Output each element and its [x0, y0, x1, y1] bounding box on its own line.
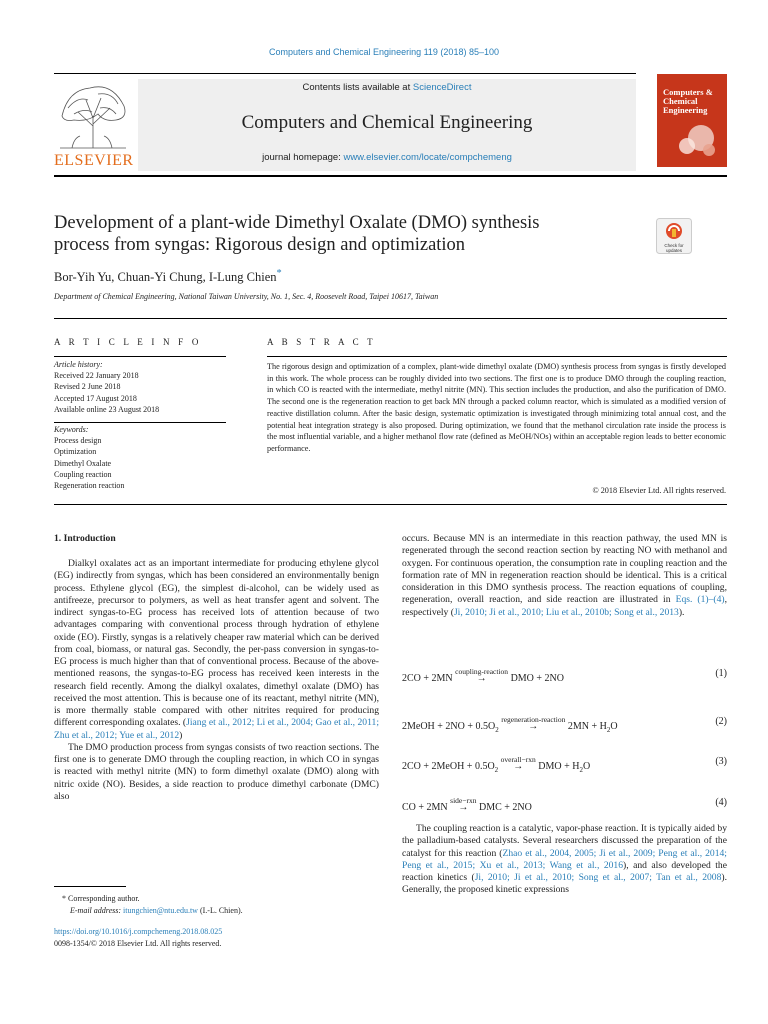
keyword-item: Regeneration reaction	[54, 481, 125, 491]
subscript: 2	[494, 766, 499, 774]
reaction-label: coupling-reaction	[455, 667, 509, 676]
equation-1	[402, 668, 727, 682]
section-heading-introduction: 1. Introduction	[54, 533, 116, 544]
right-arrow-icon: →	[528, 721, 539, 732]
body-paragraph	[54, 558, 379, 742]
citation-links[interactable]: Jiang et al., 2012; Li et al., 2004; Gao et al., 2011; Zhu et al., 2012; Yue et al., 2012	[54, 717, 379, 741]
doi-link[interactable]: https://doi.org/10.1016/j.compchemeng.2018.08.025	[54, 927, 223, 936]
abstract-heading: A B S T R A C T	[267, 337, 376, 347]
subscript: 2	[495, 726, 499, 734]
paragraph-text: , respectively (	[402, 594, 728, 618]
contents-line	[138, 82, 636, 93]
corresponding-author-mark[interactable]: *	[276, 268, 282, 279]
footnote-email	[70, 906, 243, 915]
contents-prefix: Contents lists available at	[302, 82, 413, 93]
equation-number: (4)	[715, 797, 727, 808]
equation-2	[402, 715, 727, 734]
homepage-link[interactable]: www.elsevier.com/locate/compchemeng	[343, 152, 512, 163]
cover-artwork-icon	[657, 74, 727, 167]
email-link[interactable]: itungchien@ntu.edu.tw	[123, 906, 198, 915]
keywords-rule	[54, 422, 226, 423]
abstract-copyright: © 2018 Elsevier Ltd. All rights reserved.	[592, 486, 726, 495]
right-arrow-icon: →	[458, 802, 469, 813]
footnote-text: Corresponding author.	[68, 894, 140, 903]
right-arrow-icon: →	[513, 761, 524, 772]
equation-lhs: 2CO + 2MN	[402, 673, 453, 684]
sciencedirect-link[interactable]: ScienceDirect	[412, 82, 472, 93]
keyword-item: Dimethyl Oxalate	[54, 458, 112, 468]
history-item: Accepted 17 August 2018	[54, 393, 137, 403]
cover-title: Computers & Chemical Engineering	[663, 87, 713, 115]
equation-rhs: 2MN + H	[567, 721, 607, 732]
footnote-corresponding	[62, 894, 140, 903]
subscript: 2	[606, 726, 611, 734]
header-bottom-rule	[54, 175, 727, 177]
journal-title: Computers and Chemical Engineering	[241, 112, 533, 133]
abstract-bottom-rule	[54, 504, 727, 505]
badge-text: Check for updates	[664, 243, 684, 253]
equation-rhs: DMO + 2NO	[510, 673, 564, 684]
authors	[54, 268, 282, 285]
equation-3	[402, 755, 727, 774]
equation-rhs: O	[610, 721, 618, 732]
tree-icon	[54, 78, 132, 150]
citation-links[interactable]: Ji, 2010; Ji et al., 2010; Song et al., 2007; Tan et al., 2008	[474, 872, 722, 883]
info-top-rule	[54, 318, 727, 319]
history-label: Article history:	[54, 360, 103, 369]
paragraph-text: occurs. Because MN is an intermediate in this reaction pathway, the used MN is regenerated through the second reaction section by reacting NO with methanol and oxygen. For continuous operation, the consumption rate in coupling reaction and the formation rate of MN in regeneration reaction should be identical. This is a critical consideration in this DMO synthesis process. The reaction equations of coupling, regeneration, overall reaction, and side reaction are illustrated in	[402, 533, 727, 606]
paragraph-text: ). Generally, the proposed kinetic expressions	[402, 872, 727, 896]
body-right-column-continued	[402, 823, 727, 897]
issn-line: 0098-1354/© 2018 Elsevier Ltd. All rights reserved.	[54, 939, 222, 948]
paragraph-text: )	[179, 729, 183, 741]
history-item: Available online 23 August 2018	[54, 404, 160, 414]
equation-lhs: 2CO + 2MeOH + 0.5O	[402, 761, 495, 772]
body-right-column	[402, 533, 727, 619]
equation-4	[402, 797, 727, 811]
equation-reference-link[interactable]: Eqs. (1)–(4)	[675, 594, 725, 606]
article-info-block	[54, 359, 226, 415]
article-title	[54, 212, 634, 256]
journal-reference[interactable]: Computers and Chemical Engineering 119 (2018) 85–100	[269, 47, 499, 57]
elsevier-logo	[54, 78, 132, 170]
paragraph-text: The coupling reaction is a catalytic, vapor-phase reaction. It is typically aided by the palladium-based catalysts. Several researchers discussed the preparation of the catalyst for this reaction (	[402, 823, 727, 859]
history-item: Received 22 January 2018	[54, 371, 139, 381]
asterisk-icon: *	[62, 894, 68, 903]
author-list: Bor-Yih Yu, Chuan-Yi Chung, I-Lung Chien	[54, 270, 277, 285]
equation-lhs: 2MeOH + 2NO + 0.5O	[402, 721, 496, 732]
equation-number: (3)	[715, 756, 727, 767]
equation-rhs: DMO + H	[538, 761, 580, 772]
keywords-block	[54, 424, 226, 491]
body-paragraph	[402, 533, 727, 619]
article-info-heading: A R T I C L E I N F O	[54, 337, 202, 347]
footnote-text: (I.-L. Chien).	[197, 906, 243, 915]
reaction-label: overall−rxn	[500, 755, 536, 764]
homepage-prefix: journal homepage:	[262, 152, 344, 163]
body-paragraph	[402, 823, 727, 897]
affiliation: Department of Chemical Engineering, National Taiwan University, No. 1, Sec. 4, Roosevelt Road, Taipei 10617, Taiwan	[54, 292, 439, 301]
reaction-label: regeneration-reaction	[501, 715, 566, 724]
keyword-item: Process design	[54, 436, 102, 446]
citation-links[interactable]: Zhao et al., 2004, 2005; Ji et al., 2009; Peng et al., 2014; Peng et al., 2015; Xu et al., 2013; Wang et al., 2016	[402, 847, 727, 871]
paragraph-text: ).	[678, 606, 685, 618]
article-title-line-1: Development of a plant-wide Dimethyl Oxalate (DMO) synthesis	[54, 213, 540, 233]
equation-number: (1)	[715, 668, 727, 679]
abstract-rule	[267, 356, 727, 357]
check-for-updates-badge[interactable]	[656, 218, 692, 254]
right-arrow-icon: →	[476, 673, 487, 684]
equation-rhs: DMC + 2NO	[478, 802, 532, 813]
subscript: 2	[579, 766, 583, 774]
footnote-rule	[54, 886, 126, 887]
abstract-text: The rigorous design and optimization of a complex, plant-wide dimethyl oxalate (DMO) synthesis process from syngas is firstly developed in this work. The whole process can be roughly divided into two sections. The first one is to produce DMO through the coupling reaction, in which CO is reacted with the intermediate, methyl nitrite (MN). This section includes the production, and also the purification of DMO. The second one is the regeneration reaction to get back MN through a packed column reactor, which is simulated as a modified version of reactive distillation column. After the basic design, systematic optimization is investigated through minimizing total annual cost, and the potential heat integration strategy is also proposed. During optimization, we found that the methanol circulation rate inside the process is the most influential variable, and a higher methanol flow rate (defined as MeOH/NOs) within an acceptable region leads to better economic performance.	[267, 362, 726, 453]
article-title-line-2: process from syngas: Rigorous design and optimization	[54, 235, 466, 255]
equation-number: (2)	[715, 716, 727, 727]
article-info-rule	[54, 356, 226, 357]
homepage-line	[138, 152, 636, 163]
body-left-column	[54, 558, 379, 803]
email-label: E-mail address:	[70, 906, 124, 915]
paragraph-text: ), and also developed the reaction kinetics (	[402, 859, 727, 883]
equation-rhs: O	[582, 761, 591, 772]
citation-links[interactable]: Ji, 2010; Ji et al., 2010; Liu et al., 2010b; Song et al., 2013	[453, 606, 679, 618]
body-paragraph: The DMO production process from syngas consists of two reaction sections. The first one is to generate DMO through the coupling reaction, in which CO in syngas is reacted with methyl nitrite (MN) to form dimethyl oxalate (DMO) along with nitric oxide (NO). Besides, a side reaction to produce dimethyl carbonate (DMC) also	[54, 741, 379, 802]
journal-banner	[138, 79, 636, 171]
publisher-name: ELSEVIER	[54, 152, 134, 169]
history-item: Revised 2 June 2018	[54, 382, 121, 392]
keyword-item: Optimization	[54, 447, 97, 457]
keywords-label: Keywords:	[54, 425, 89, 434]
journal-cover-thumbnail[interactable]	[657, 74, 727, 167]
header-top-rule	[54, 73, 636, 74]
reaction-label: side−rxn	[450, 796, 477, 805]
paragraph-text: Dialkyl oxalates act as an important intermediate for producing ethylene glycol (EG) indirectly from syngas, which has been considered an environmentally benign process. Ethylene glycol (EG), the simplest di-alcohol, can be widely used as antifreeze, precursor to polymers, as well as heat transfer agent and solvent. The indirect syngas-to-EG process has received lots of attention because of two advantages comparing with conventional process through hydration of ethylene oxide (EO). Firstly, syngas is a relatively cheaper raw material which can be derived from coal, biomass, or natural gas. Secondly, the per-pass conversion in syngas-to-EG process is much higher than that of conventional process. Because of the above-mentioned reasons, the syngas-to-EG process has received keen interests in the research field recently. Among the dialkyl oxalates, dimethyl oxalate (DMO) has received the most attention. This is because one of its reactant, methyl nitrite (MN), is more thermally stable compared with other nitrites required for producing different corresponding oxalates. (	[54, 558, 379, 729]
equation-lhs: CO + 2MN	[402, 802, 448, 813]
keyword-item: Coupling reaction	[54, 469, 112, 479]
